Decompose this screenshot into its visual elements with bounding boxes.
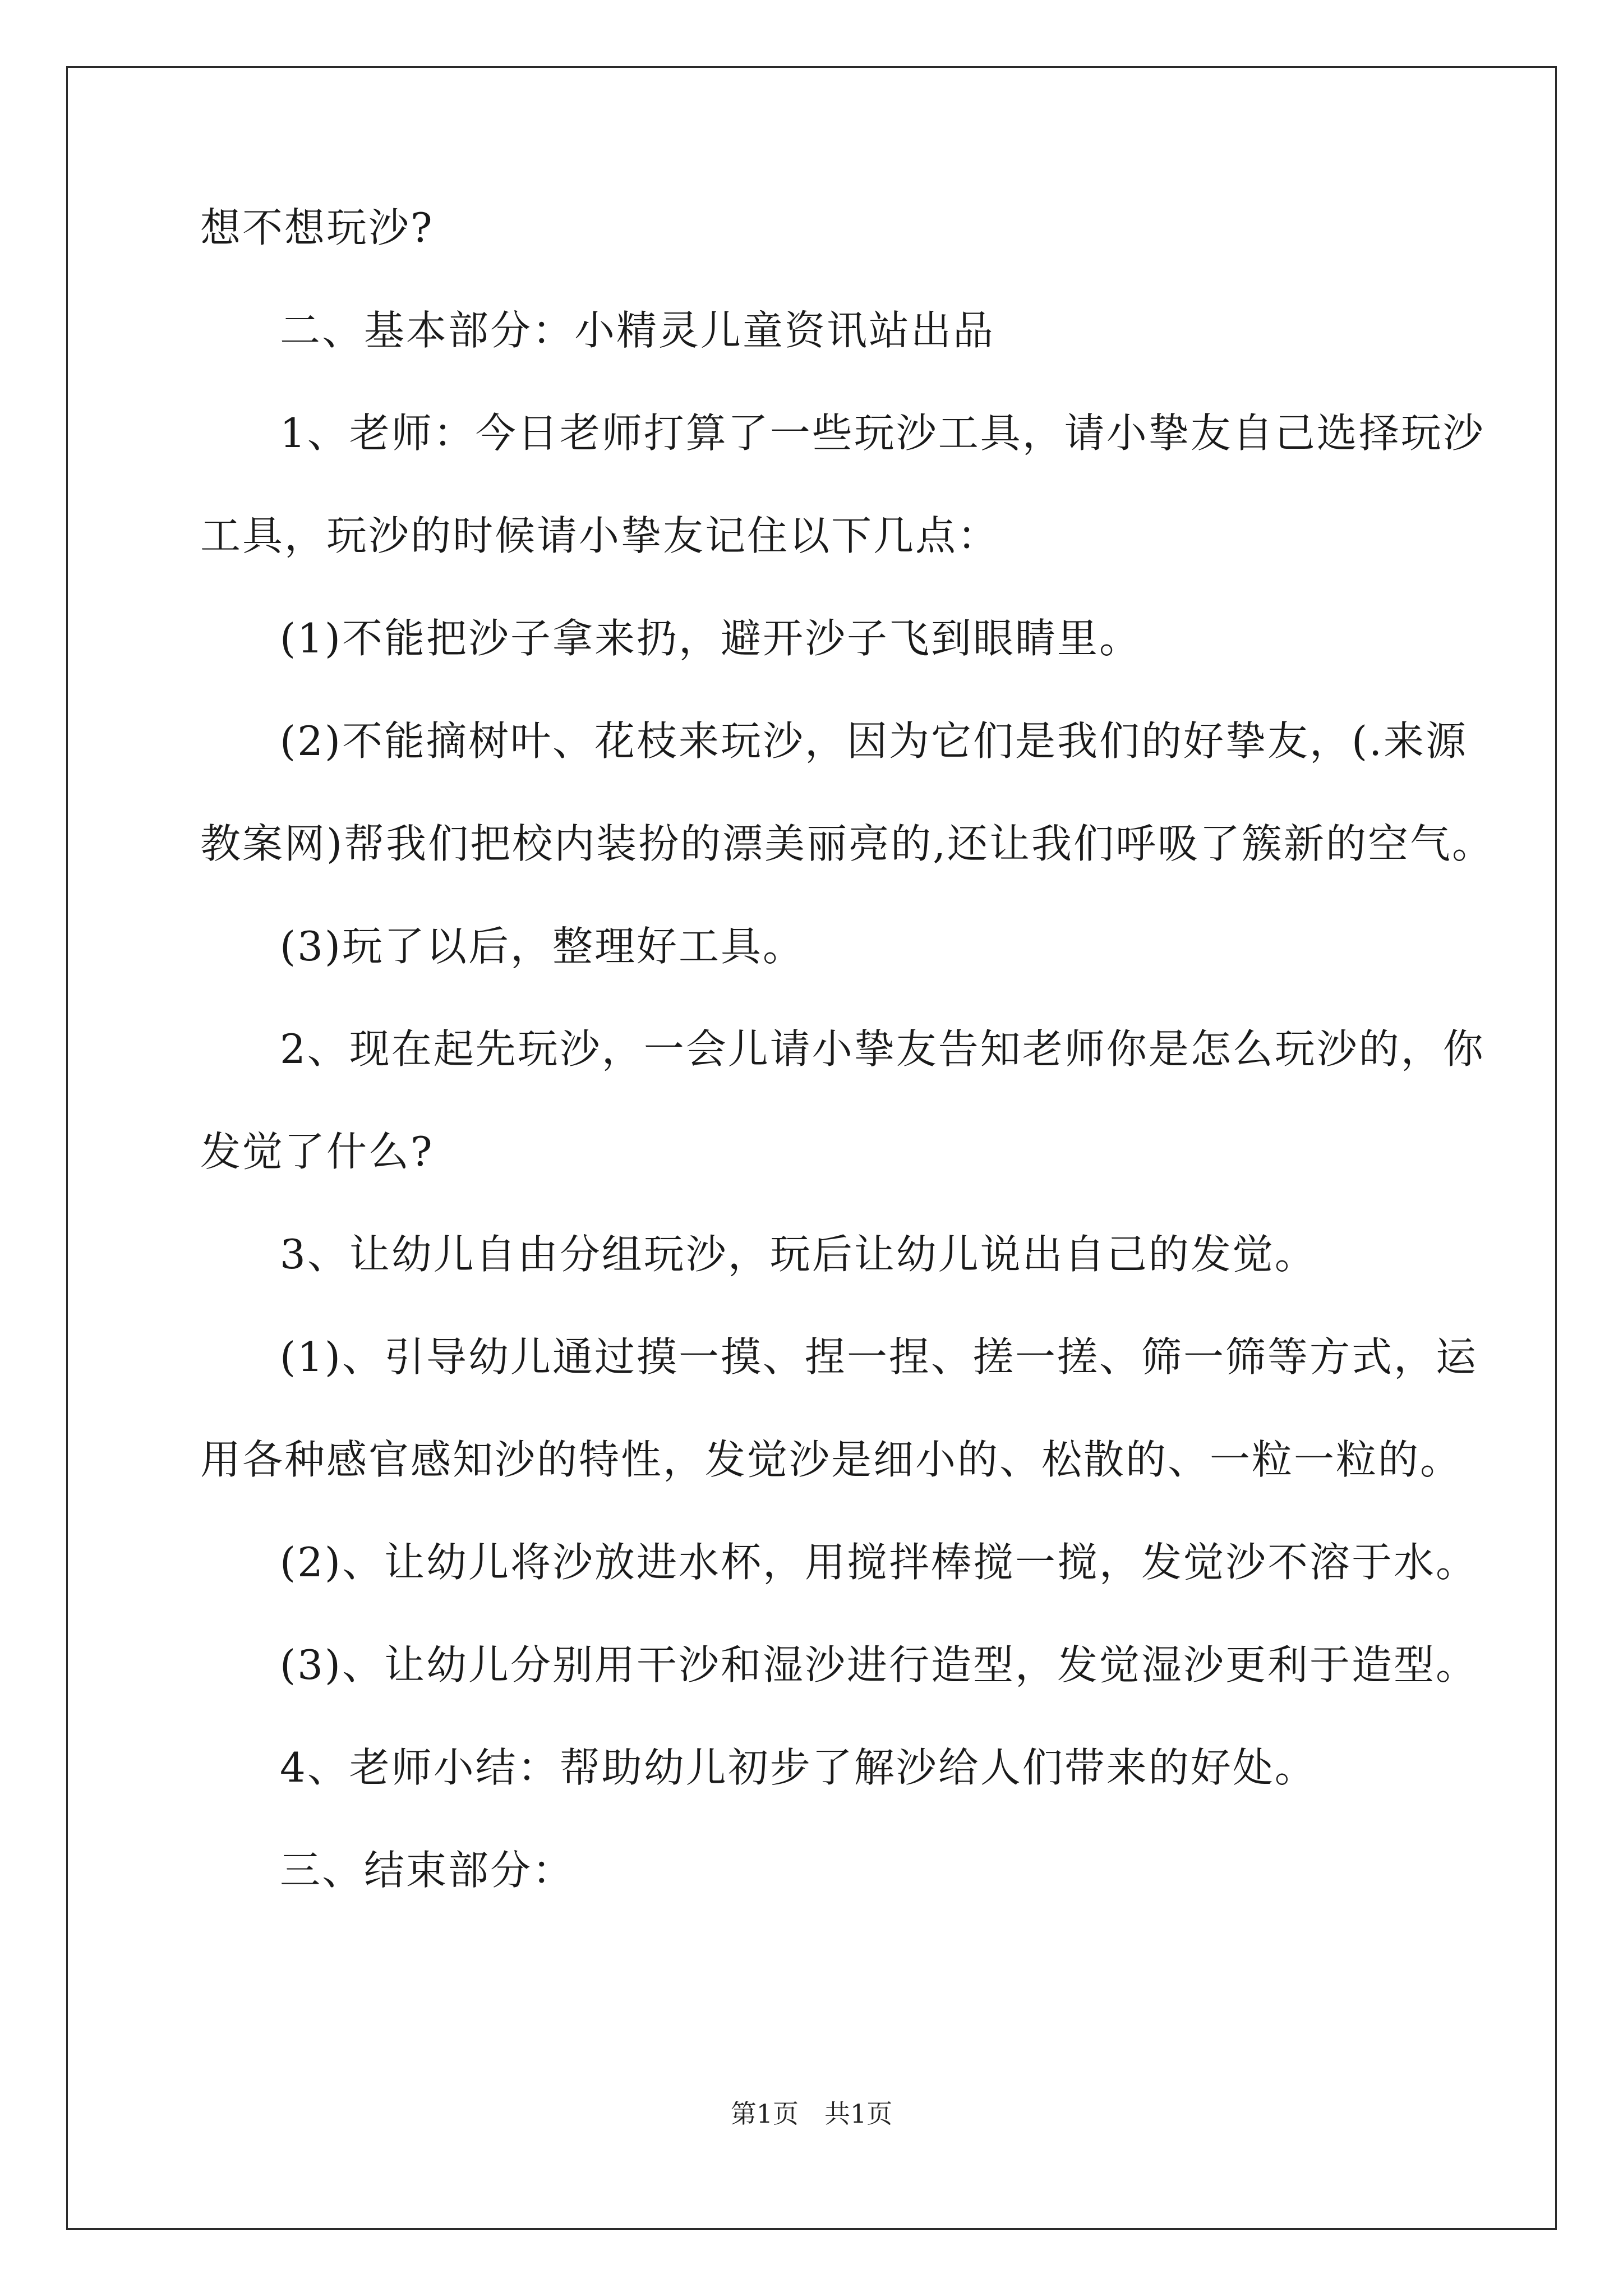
paragraph-line: 4、老师小结：帮助幼儿初步了解沙给人们带来的好处。 [280, 1744, 1317, 1791]
paragraph-line: 3、让幼儿自由分组玩沙，玩后让幼儿说出自己的发觉。 [280, 1231, 1317, 1278]
paragraph-line: 2、现在起先玩沙，一会儿请小挚友告知老师你是怎么玩沙的，你 [280, 1025, 1485, 1073]
page-number-footer: 第1页 共1页 [730, 2099, 893, 2129]
paragraph-line: (3)、让幼儿分别用干沙和湿沙进行造型，发觉湿沙更利于造型。 [280, 1641, 1478, 1688]
paragraph-line: 用各种感官感知沙的特性，发觉沙是细小的、松散的、一粒一粒的。 [200, 1436, 1463, 1483]
paragraph-line: 工具，玩沙的时候请小挚友记住以下几点： [200, 512, 1000, 559]
paragraph-line: 1、老师：今日老师打算了一些玩沙工具，请小挚友自己选择玩沙 [280, 409, 1485, 457]
paragraph-line: 想不想玩沙? [200, 204, 434, 251]
paragraph-line: (3)玩了以后，整理好工具。 [280, 923, 805, 970]
paragraph-line: (1)不能把沙子拿来扔，避开沙子飞到眼睛里。 [280, 615, 1141, 662]
paragraph-line: 教案网)帮我们把校内装扮的漂美丽亮的,还让我们呼吸了簇新的空气。 [200, 820, 1494, 867]
section-heading-ending: 三、结束部分： [280, 1847, 575, 1894]
document-body [200, 202, 1494, 1947]
section-heading-basic: 二、基本部分：小精灵儿童资讯站出品 [280, 307, 995, 354]
paragraph-line: (1)、引导幼儿通过摸一摸、捏一捏、搓一搓、筛一筛等方式，运 [280, 1333, 1478, 1381]
paragraph-line: (2)不能摘树叶、花枝来玩沙，因为它们是我们的好挚友，(.来源 [280, 717, 1468, 765]
paragraph-line: 发觉了什么? [200, 1128, 434, 1175]
paragraph-line: (2)、让幼儿将沙放进水杯，用搅拌棒搅一搅，发觉沙不溶于水。 [280, 1539, 1478, 1586]
